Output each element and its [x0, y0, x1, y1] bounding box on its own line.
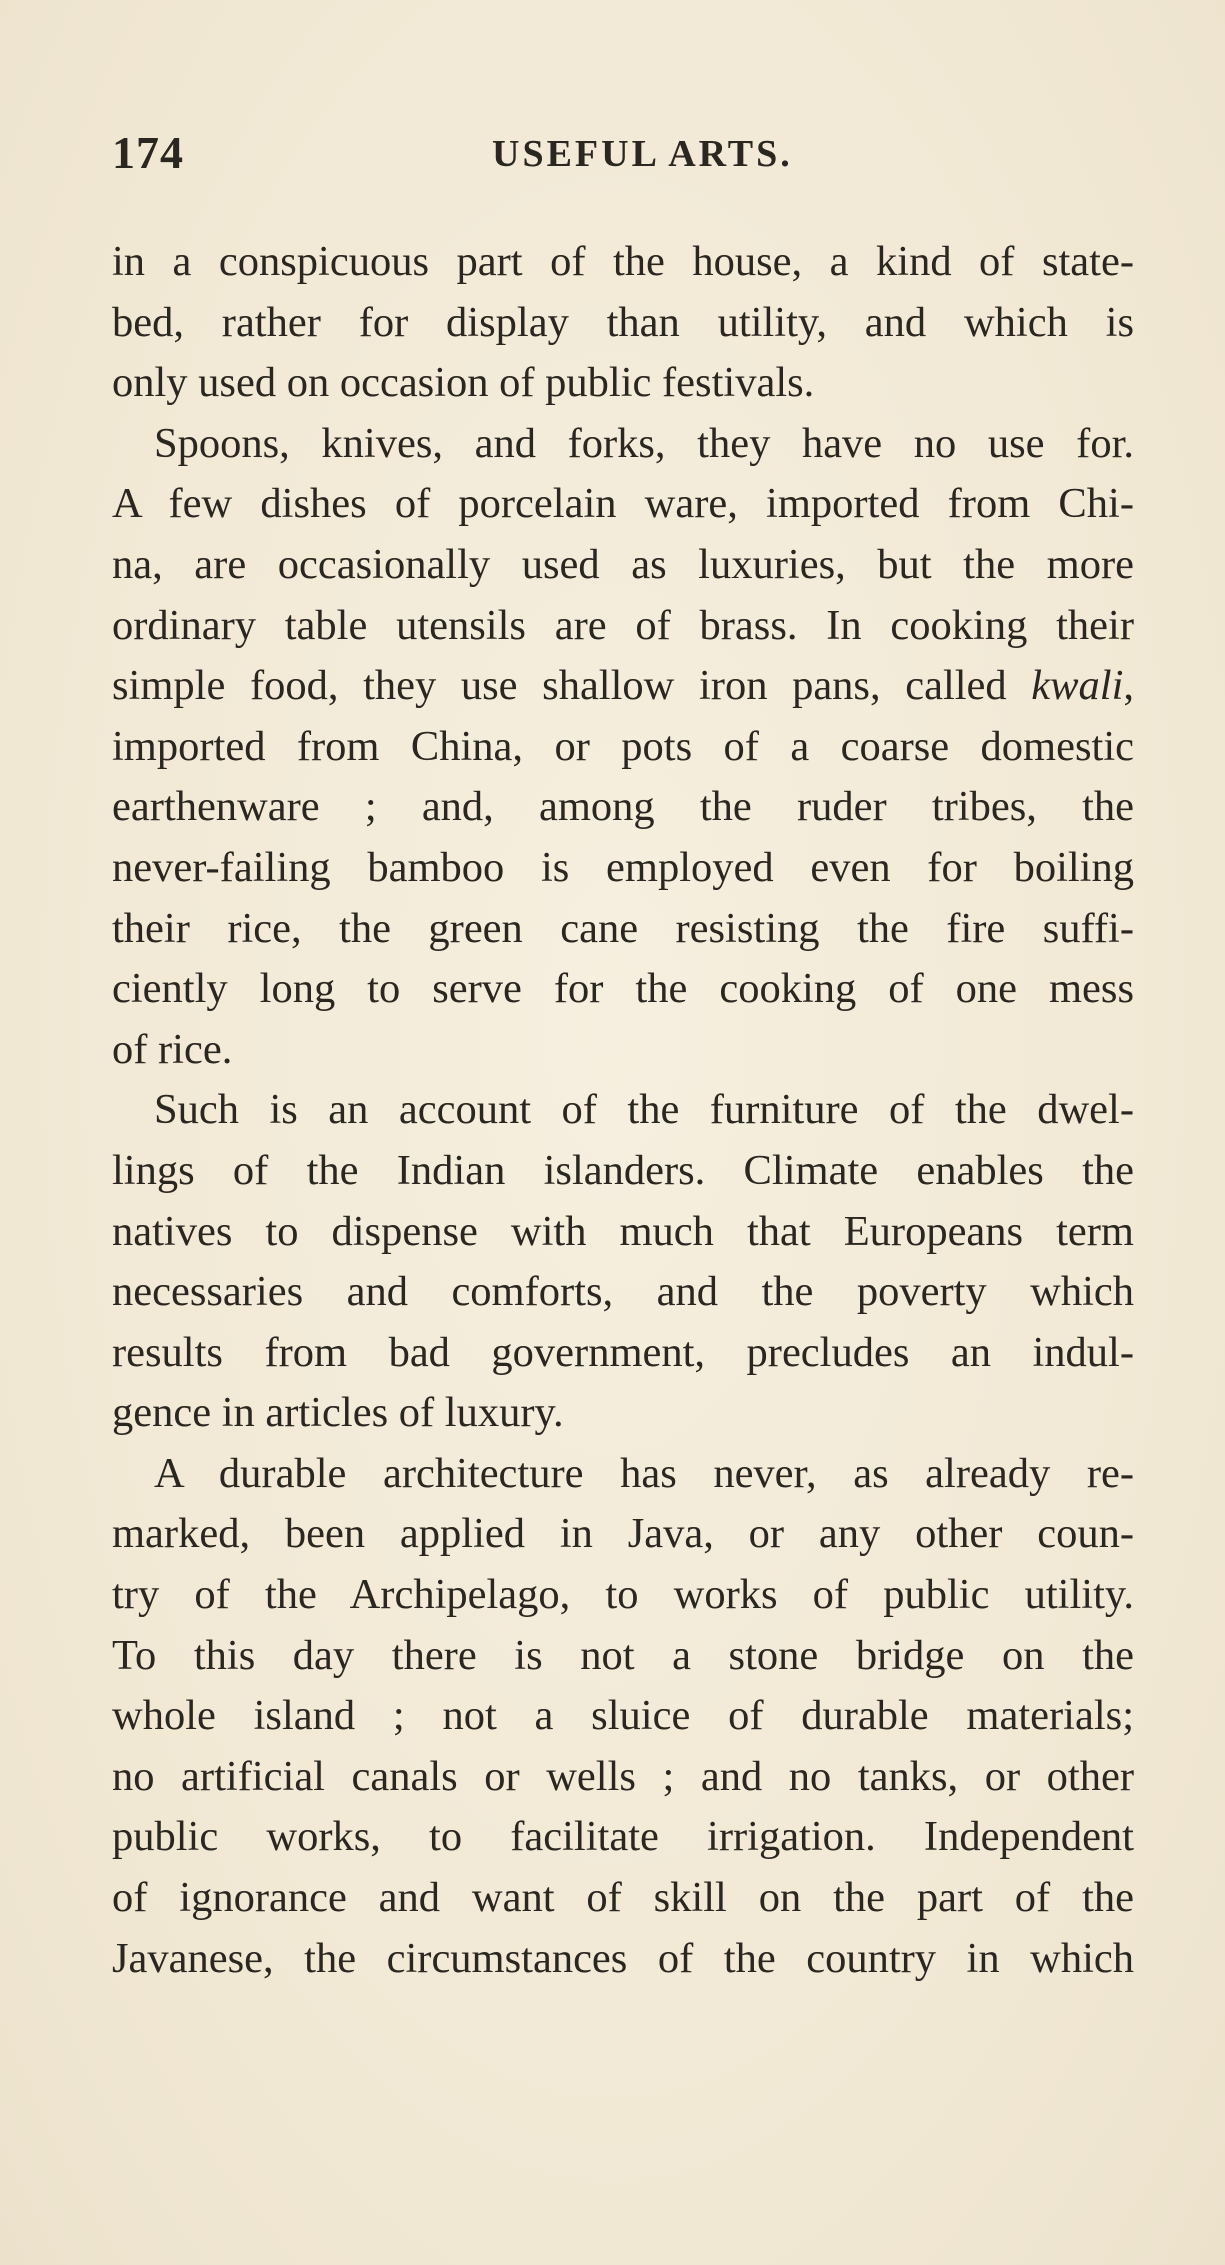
page-header — [112, 126, 1122, 186]
text-line: public works, to facilitate irrigation. Independent — [112, 1813, 1134, 1861]
text-line: A few dishes of porcelain ware, imported from Chi- — [112, 480, 1134, 528]
text-line: gence in articles of luxury. — [112, 1389, 564, 1437]
body-text — [112, 232, 1134, 1989]
text-line: of ignorance and want of skill on the part of the — [112, 1874, 1134, 1922]
text-line: never-failing bamboo is employed even for boiling — [112, 843, 1134, 891]
text-line: marked, been applied in Java, or any other coun- — [112, 1510, 1134, 1558]
text-line: their rice, the green cane resisting the fire suffi- — [112, 904, 1134, 952]
text-line: results from bad government, precludes an indul- — [112, 1328, 1134, 1376]
text-line: only used on occasion of public festivals. — [112, 359, 815, 407]
text-line: simple food, they use shallow iron pans, called kwali, — [112, 662, 1134, 710]
text-line: Such is an account of the furniture of the dwel- — [154, 1086, 1134, 1134]
text-line: no artificial canals or wells ; and no tanks, or other — [112, 1752, 1134, 1800]
page-number: 174 — [112, 127, 184, 178]
text-line: bed, rather for display than utility, and which is — [112, 298, 1134, 346]
running-head: USEFUL ARTS. — [492, 133, 793, 175]
text-line: Javanese, the circumstances of the country in which — [112, 1934, 1134, 1982]
italic-term: kwali — [1031, 662, 1124, 710]
text-line: whole island ; not a sluice of durable materials; — [112, 1692, 1134, 1740]
text-line: To this day there is not a stone bridge on the — [112, 1631, 1134, 1679]
text-line: natives to dispense with much that Europeans term — [112, 1207, 1134, 1255]
text-line: ciently long to serve for the cooking of one mess — [112, 965, 1134, 1013]
text-line: lings of the Indian islanders. Climate enables the — [112, 1146, 1134, 1194]
text-line: imported from China, or pots of a coarse domestic — [112, 722, 1134, 770]
text-line: ordinary table utensils are of brass. In cooking their — [112, 601, 1134, 649]
text-line: necessaries and comforts, and the poverty which — [112, 1268, 1134, 1316]
text-line: na, are occasionally used as luxuries, but the more — [112, 540, 1134, 588]
text-line: A durable architecture has never, as already re- — [154, 1449, 1134, 1497]
text-line: try of the Archipelago, to works of public utility. — [112, 1571, 1134, 1619]
text-line: of rice. — [112, 1025, 233, 1073]
text-line: in a conspicuous part of the house, a kind of state- — [112, 238, 1134, 285]
text-line: earthenware ; and, among the ruder tribes, the — [112, 783, 1134, 831]
text-line: Spoons, knives, and forks, they have no use for. — [154, 419, 1134, 467]
